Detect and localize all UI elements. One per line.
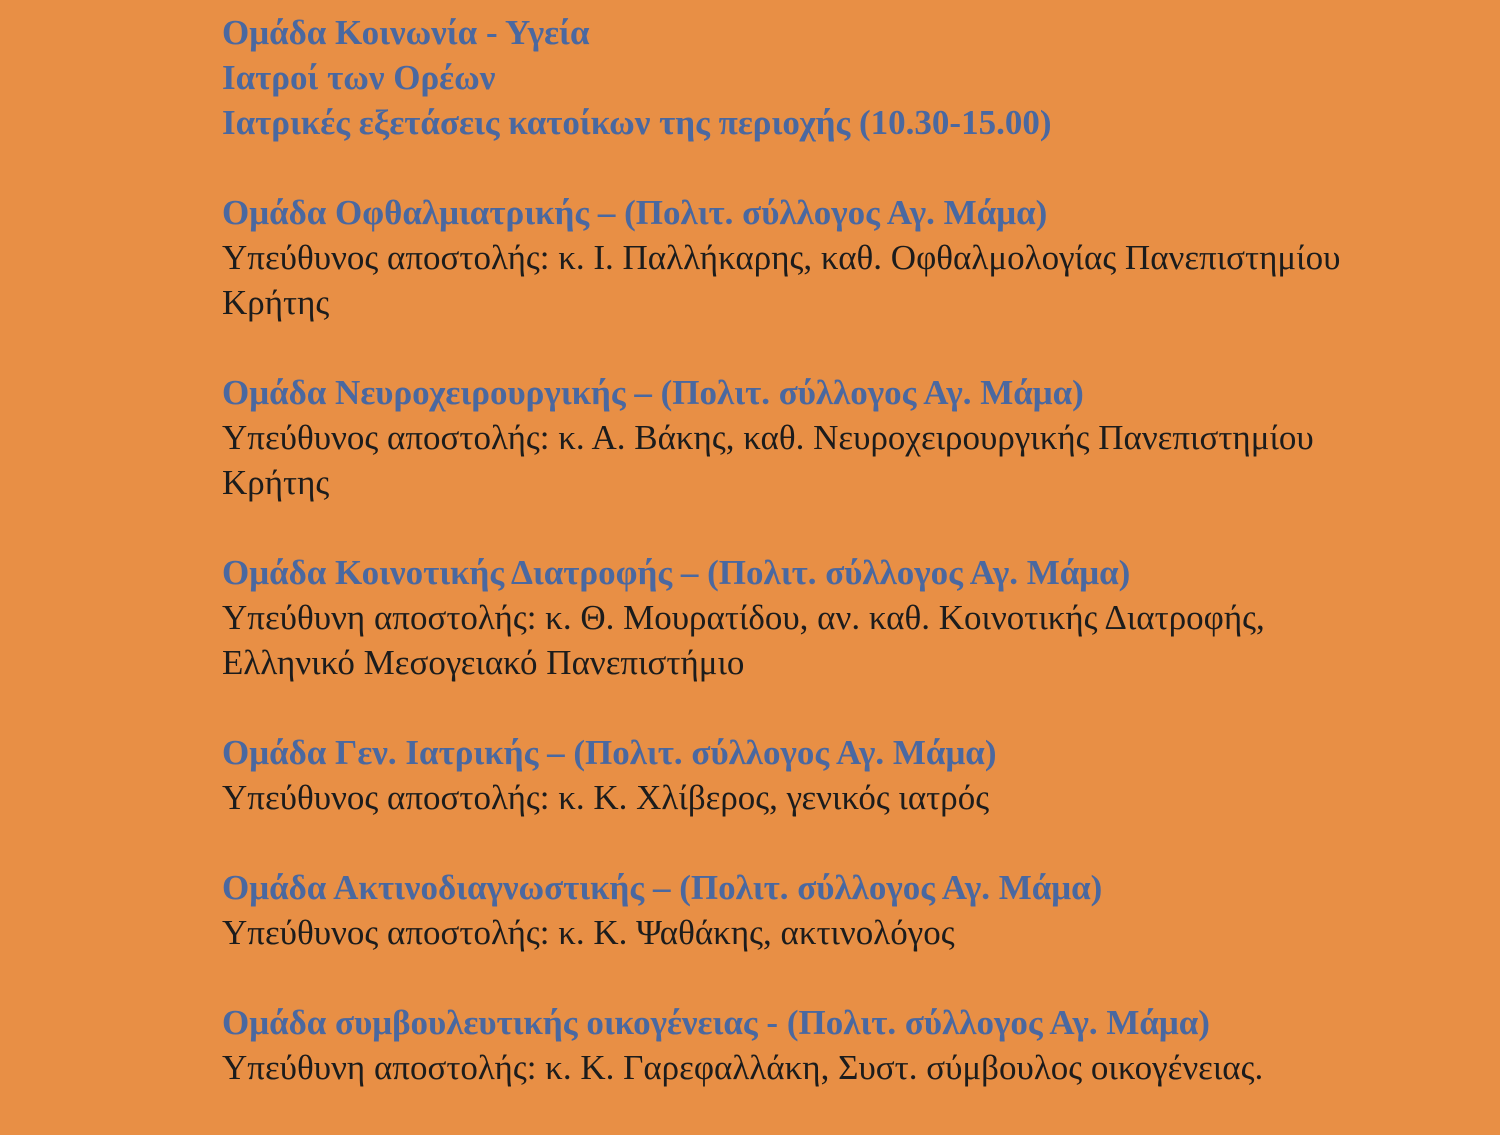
responsible-line: Υπεύθυνος αποστολής: κ. Α. Βάκης, καθ. Νευροχειρουργικής Πανεπιστημίου — [222, 418, 1314, 457]
team-responsible — [222, 235, 1482, 325]
intro-description: Ιατρικές εξετάσεις κατοίκων της περιοχής (10.30-15.00) — [222, 103, 1052, 142]
team-heading: Ομάδα Γεν. Ιατρικής – (Πολιτ. σύλλογος Αγ. Μάμα) — [222, 733, 997, 772]
team-block-family-counseling — [222, 1000, 1482, 1090]
team-block-general-medicine — [222, 730, 1482, 820]
intro-block — [222, 10, 1482, 145]
intro-heading — [222, 10, 1482, 145]
document-content — [222, 10, 1482, 1135]
team-heading: Ομάδα Κοινοτικής Διατροφής – (Πολιτ. σύλλογος Αγ. Μάμα) — [222, 553, 1131, 592]
organization-name: Ιατροί των Ορέων — [222, 58, 496, 97]
team-responsible — [222, 595, 1482, 685]
team-responsible — [222, 1045, 1482, 1090]
team-responsible — [222, 415, 1482, 505]
team-block-radiology — [222, 865, 1482, 955]
team-block-neurosurgery — [222, 370, 1482, 505]
responsible-line: Ελληνικό Μεσογειακό Πανεπιστήμιο — [222, 643, 745, 682]
team-heading: Ομάδα Ακτινοδιαγνωστικής – (Πολιτ. σύλλογος Αγ. Μάμα) — [222, 868, 1103, 907]
team-responsible — [222, 910, 1482, 955]
team-block-community-nutrition — [222, 550, 1482, 685]
team-responsible — [222, 775, 1482, 820]
team-block-ophthalmology — [222, 190, 1482, 325]
responsible-line: Υπεύθυνος αποστολής: κ. Ι. Παλλήκαρης, καθ. Οφθαλμολογίας Πανεπιστημίου — [222, 238, 1341, 277]
responsible-line: Κρήτης — [222, 463, 330, 502]
responsible-line: Υπεύθυνος αποστολής: κ. Κ. Χλίβερος, γενικός ιατρός — [222, 778, 990, 817]
responsible-line: Κρήτης — [222, 283, 330, 322]
responsible-line: Υπεύθυνος αποστολής: κ. Κ. Ψαθάκης, ακτινολόγος — [222, 913, 955, 952]
team-heading: Ομάδα Οφθαλμιατρικής – (Πολιτ. σύλλογος Αγ. Μάμα) — [222, 193, 1048, 232]
team-heading: Ομάδα Νευροχειρουργικής – (Πολιτ. σύλλογος Αγ. Μάμα) — [222, 373, 1084, 412]
group-title: Ομάδα Κοινωνία - Υγεία — [222, 13, 590, 52]
responsible-line: Υπεύθυνη αποστολής: κ. Θ. Μουρατίδου, αν. καθ. Κοινοτικής Διατροφής, — [222, 598, 1265, 637]
responsible-line: Υπεύθυνη αποστολής: κ. Κ. Γαρεφαλλάκη, Συστ. σύμβουλος οικογένειας. — [222, 1048, 1264, 1087]
team-heading: Ομάδα συμβουλευτικής οικογένειας - (Πολιτ. σύλλογος Αγ. Μάμα) — [222, 1003, 1210, 1042]
